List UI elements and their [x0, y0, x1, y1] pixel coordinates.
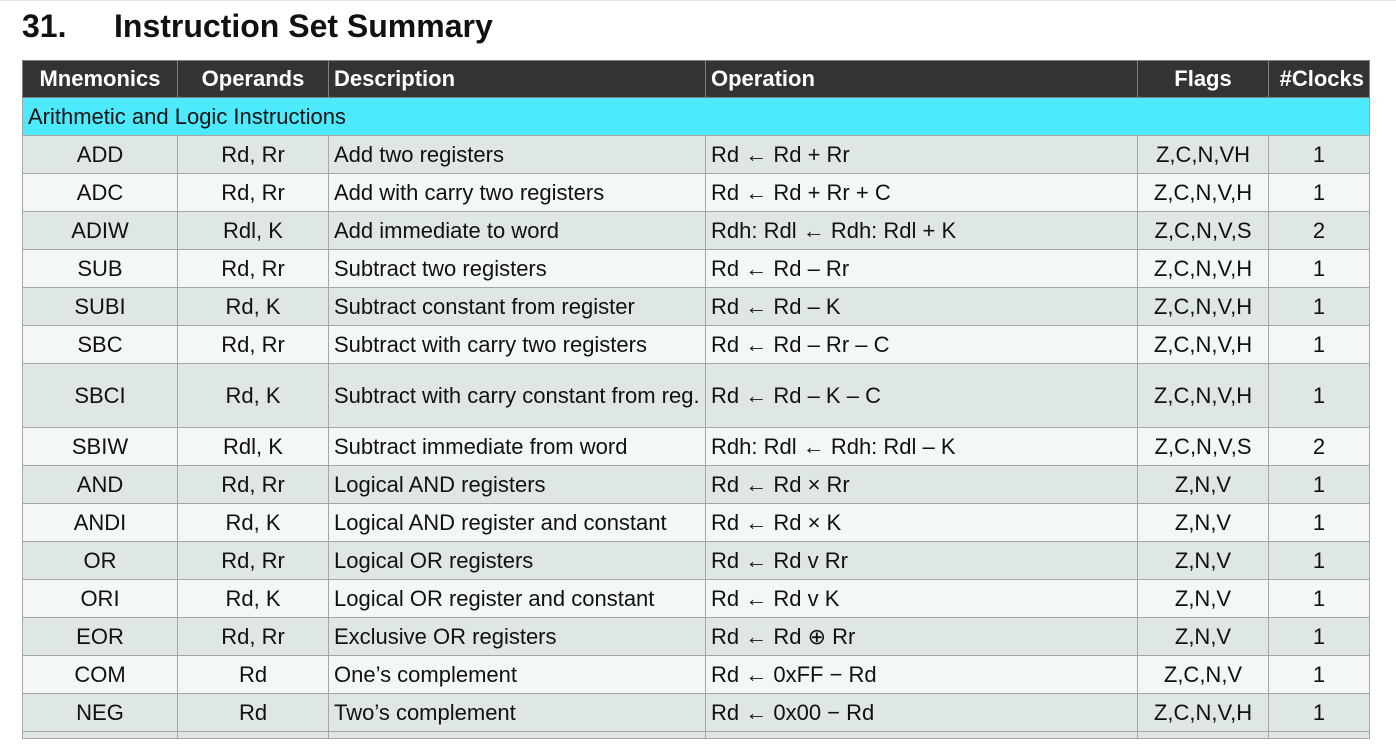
table-row	[23, 504, 1370, 542]
table-row	[23, 542, 1370, 580]
flags-cell: Z,C,N,V,H	[1138, 250, 1269, 288]
mnemonic-cell: ADD	[23, 136, 178, 174]
flags-cell: Z,N,V	[1138, 504, 1269, 542]
mnemonic-cell: SBIW	[23, 428, 178, 466]
flags-cell: Z,C,N,V,H	[1138, 326, 1269, 364]
mnemonic-cell: ORI	[23, 580, 178, 618]
operands-cell: Rd, K	[178, 580, 329, 618]
operation-cell: Rdh: Rdl ← Rdh: Rdl + K	[706, 212, 1138, 250]
column-header-flags: Flags	[1138, 61, 1269, 98]
operation-cell: Rd ← Rd ⊕ Rr	[706, 618, 1138, 656]
description-cell: Exclusive OR registers	[329, 618, 706, 656]
operation-cell: Rd ← Rd + Rr + C	[706, 174, 1138, 212]
operation-cell: Rd ← Rd – K – C	[706, 364, 1138, 428]
description-cell: Logical AND registers	[329, 466, 706, 504]
description-cell: Subtract with carry constant from reg.	[329, 364, 706, 428]
column-header-operands: Operands	[178, 61, 329, 98]
mnemonic-cell: ADC	[23, 174, 178, 212]
description-cell: Add two registers	[329, 136, 706, 174]
table-row	[23, 580, 1370, 618]
partial-cell	[1138, 732, 1269, 739]
operation-cell: Rdh: Rdl ← Rdh: Rdl – K	[706, 428, 1138, 466]
mnemonic-cell: NEG	[23, 694, 178, 732]
clocks-cell: 1	[1269, 504, 1370, 542]
operation-cell: Rd ← Rd + Rr	[706, 136, 1138, 174]
clocks-cell: 1	[1269, 694, 1370, 732]
flags-cell: Z,C,N,V,H	[1138, 288, 1269, 326]
section-row	[23, 98, 1370, 136]
mnemonic-cell: ANDI	[23, 504, 178, 542]
flags-cell: Z,C,N,V,H	[1138, 694, 1269, 732]
description-cell: Add immediate to word	[329, 212, 706, 250]
table-row	[23, 656, 1370, 694]
description-cell: Add with carry two registers	[329, 174, 706, 212]
table-row	[23, 466, 1370, 504]
operands-cell: Rd, Rr	[178, 136, 329, 174]
table-row	[23, 212, 1370, 250]
table-row	[23, 428, 1370, 466]
section-number: 31.	[22, 7, 67, 44]
operands-cell: Rd, Rr	[178, 618, 329, 656]
operation-cell: Rd ← Rd v Rr	[706, 542, 1138, 580]
clocks-cell: 1	[1269, 542, 1370, 580]
clocks-cell: 2	[1269, 212, 1370, 250]
clocks-cell: 1	[1269, 466, 1370, 504]
operands-cell: Rd, Rr	[178, 466, 329, 504]
column-header-clocks: #Clocks	[1269, 61, 1370, 98]
operation-cell: Rd ← 0x00 − Rd	[706, 694, 1138, 732]
flags-cell: Z,N,V	[1138, 466, 1269, 504]
flags-cell: Z,C,N,V,H	[1138, 364, 1269, 428]
clocks-cell: 1	[1269, 618, 1370, 656]
table-row	[23, 694, 1370, 732]
operation-cell: Rd ← Rd × K	[706, 504, 1138, 542]
partial-cell	[23, 732, 178, 739]
description-cell: Logical OR register and constant	[329, 580, 706, 618]
operands-cell: Rd, K	[178, 288, 329, 326]
clocks-cell: 1	[1269, 656, 1370, 694]
mnemonic-cell: ADIW	[23, 212, 178, 250]
page-title	[22, 6, 493, 46]
table-header-row	[23, 61, 1370, 98]
flags-cell: Z,C,N,V,H	[1138, 174, 1269, 212]
mnemonic-cell: EOR	[23, 618, 178, 656]
partial-cell	[329, 732, 706, 739]
column-header-mnemonics: Mnemonics	[23, 61, 178, 98]
operands-cell: Rd	[178, 656, 329, 694]
operands-cell: Rd, K	[178, 504, 329, 542]
mnemonic-cell: AND	[23, 466, 178, 504]
clocks-cell: 1	[1269, 326, 1370, 364]
description-cell: Subtract two registers	[329, 250, 706, 288]
operands-cell: Rd	[178, 694, 329, 732]
instruction-set-table	[22, 60, 1370, 739]
table-row-partial	[23, 732, 1370, 739]
flags-cell: Z,N,V	[1138, 580, 1269, 618]
operation-cell: Rd ← Rd – Rr	[706, 250, 1138, 288]
clocks-cell: 2	[1269, 428, 1370, 466]
top-divider	[0, 0, 1396, 1]
operands-cell: Rd, K	[178, 364, 329, 428]
operands-cell: Rd, Rr	[178, 542, 329, 580]
flags-cell: Z,C,N,V,S	[1138, 212, 1269, 250]
operation-cell: Rd ← Rd – Rr – C	[706, 326, 1138, 364]
operation-cell: Rd ← Rd × Rr	[706, 466, 1138, 504]
table-row	[23, 250, 1370, 288]
section-label: Arithmetic and Logic Instructions	[23, 98, 1370, 136]
operation-cell: Rd ← Rd – K	[706, 288, 1138, 326]
table-row	[23, 364, 1370, 428]
clocks-cell: 1	[1269, 174, 1370, 212]
mnemonic-cell: SBCI	[23, 364, 178, 428]
flags-cell: Z,N,V	[1138, 542, 1269, 580]
partial-cell	[178, 732, 329, 739]
description-cell: Subtract immediate from word	[329, 428, 706, 466]
mnemonic-cell: SUB	[23, 250, 178, 288]
table-row	[23, 326, 1370, 364]
clocks-cell: 1	[1269, 288, 1370, 326]
operands-cell: Rdl, K	[178, 212, 329, 250]
table-row	[23, 136, 1370, 174]
table-row	[23, 174, 1370, 212]
operands-cell: Rdl, K	[178, 428, 329, 466]
operation-cell: Rd ← Rd v K	[706, 580, 1138, 618]
mnemonic-cell: OR	[23, 542, 178, 580]
description-cell: Subtract constant from register	[329, 288, 706, 326]
operation-cell: Rd ← 0xFF − Rd	[706, 656, 1138, 694]
flags-cell: Z,C,N,V,S	[1138, 428, 1269, 466]
operands-cell: Rd, Rr	[178, 326, 329, 364]
description-cell: One’s complement	[329, 656, 706, 694]
mnemonic-cell: SUBI	[23, 288, 178, 326]
clocks-cell: 1	[1269, 364, 1370, 428]
column-header-operation: Operation	[706, 61, 1138, 98]
partial-cell	[706, 732, 1138, 739]
clocks-cell: 1	[1269, 580, 1370, 618]
section-title: Instruction Set Summary	[114, 7, 493, 44]
column-header-description: Description	[329, 61, 706, 98]
flags-cell: Z,C,N,V	[1138, 656, 1269, 694]
flags-cell: Z,N,V	[1138, 618, 1269, 656]
mnemonic-cell: SBC	[23, 326, 178, 364]
partial-cell	[1269, 732, 1370, 739]
clocks-cell: 1	[1269, 136, 1370, 174]
description-cell: Logical OR registers	[329, 542, 706, 580]
description-cell: Logical AND register and constant	[329, 504, 706, 542]
operands-cell: Rd, Rr	[178, 250, 329, 288]
operands-cell: Rd, Rr	[178, 174, 329, 212]
description-cell: Subtract with carry two registers	[329, 326, 706, 364]
clocks-cell: 1	[1269, 250, 1370, 288]
description-cell: Two’s complement	[329, 694, 706, 732]
table-row	[23, 288, 1370, 326]
mnemonic-cell: COM	[23, 656, 178, 694]
table-row	[23, 618, 1370, 656]
flags-cell: Z,C,N,VH	[1138, 136, 1269, 174]
